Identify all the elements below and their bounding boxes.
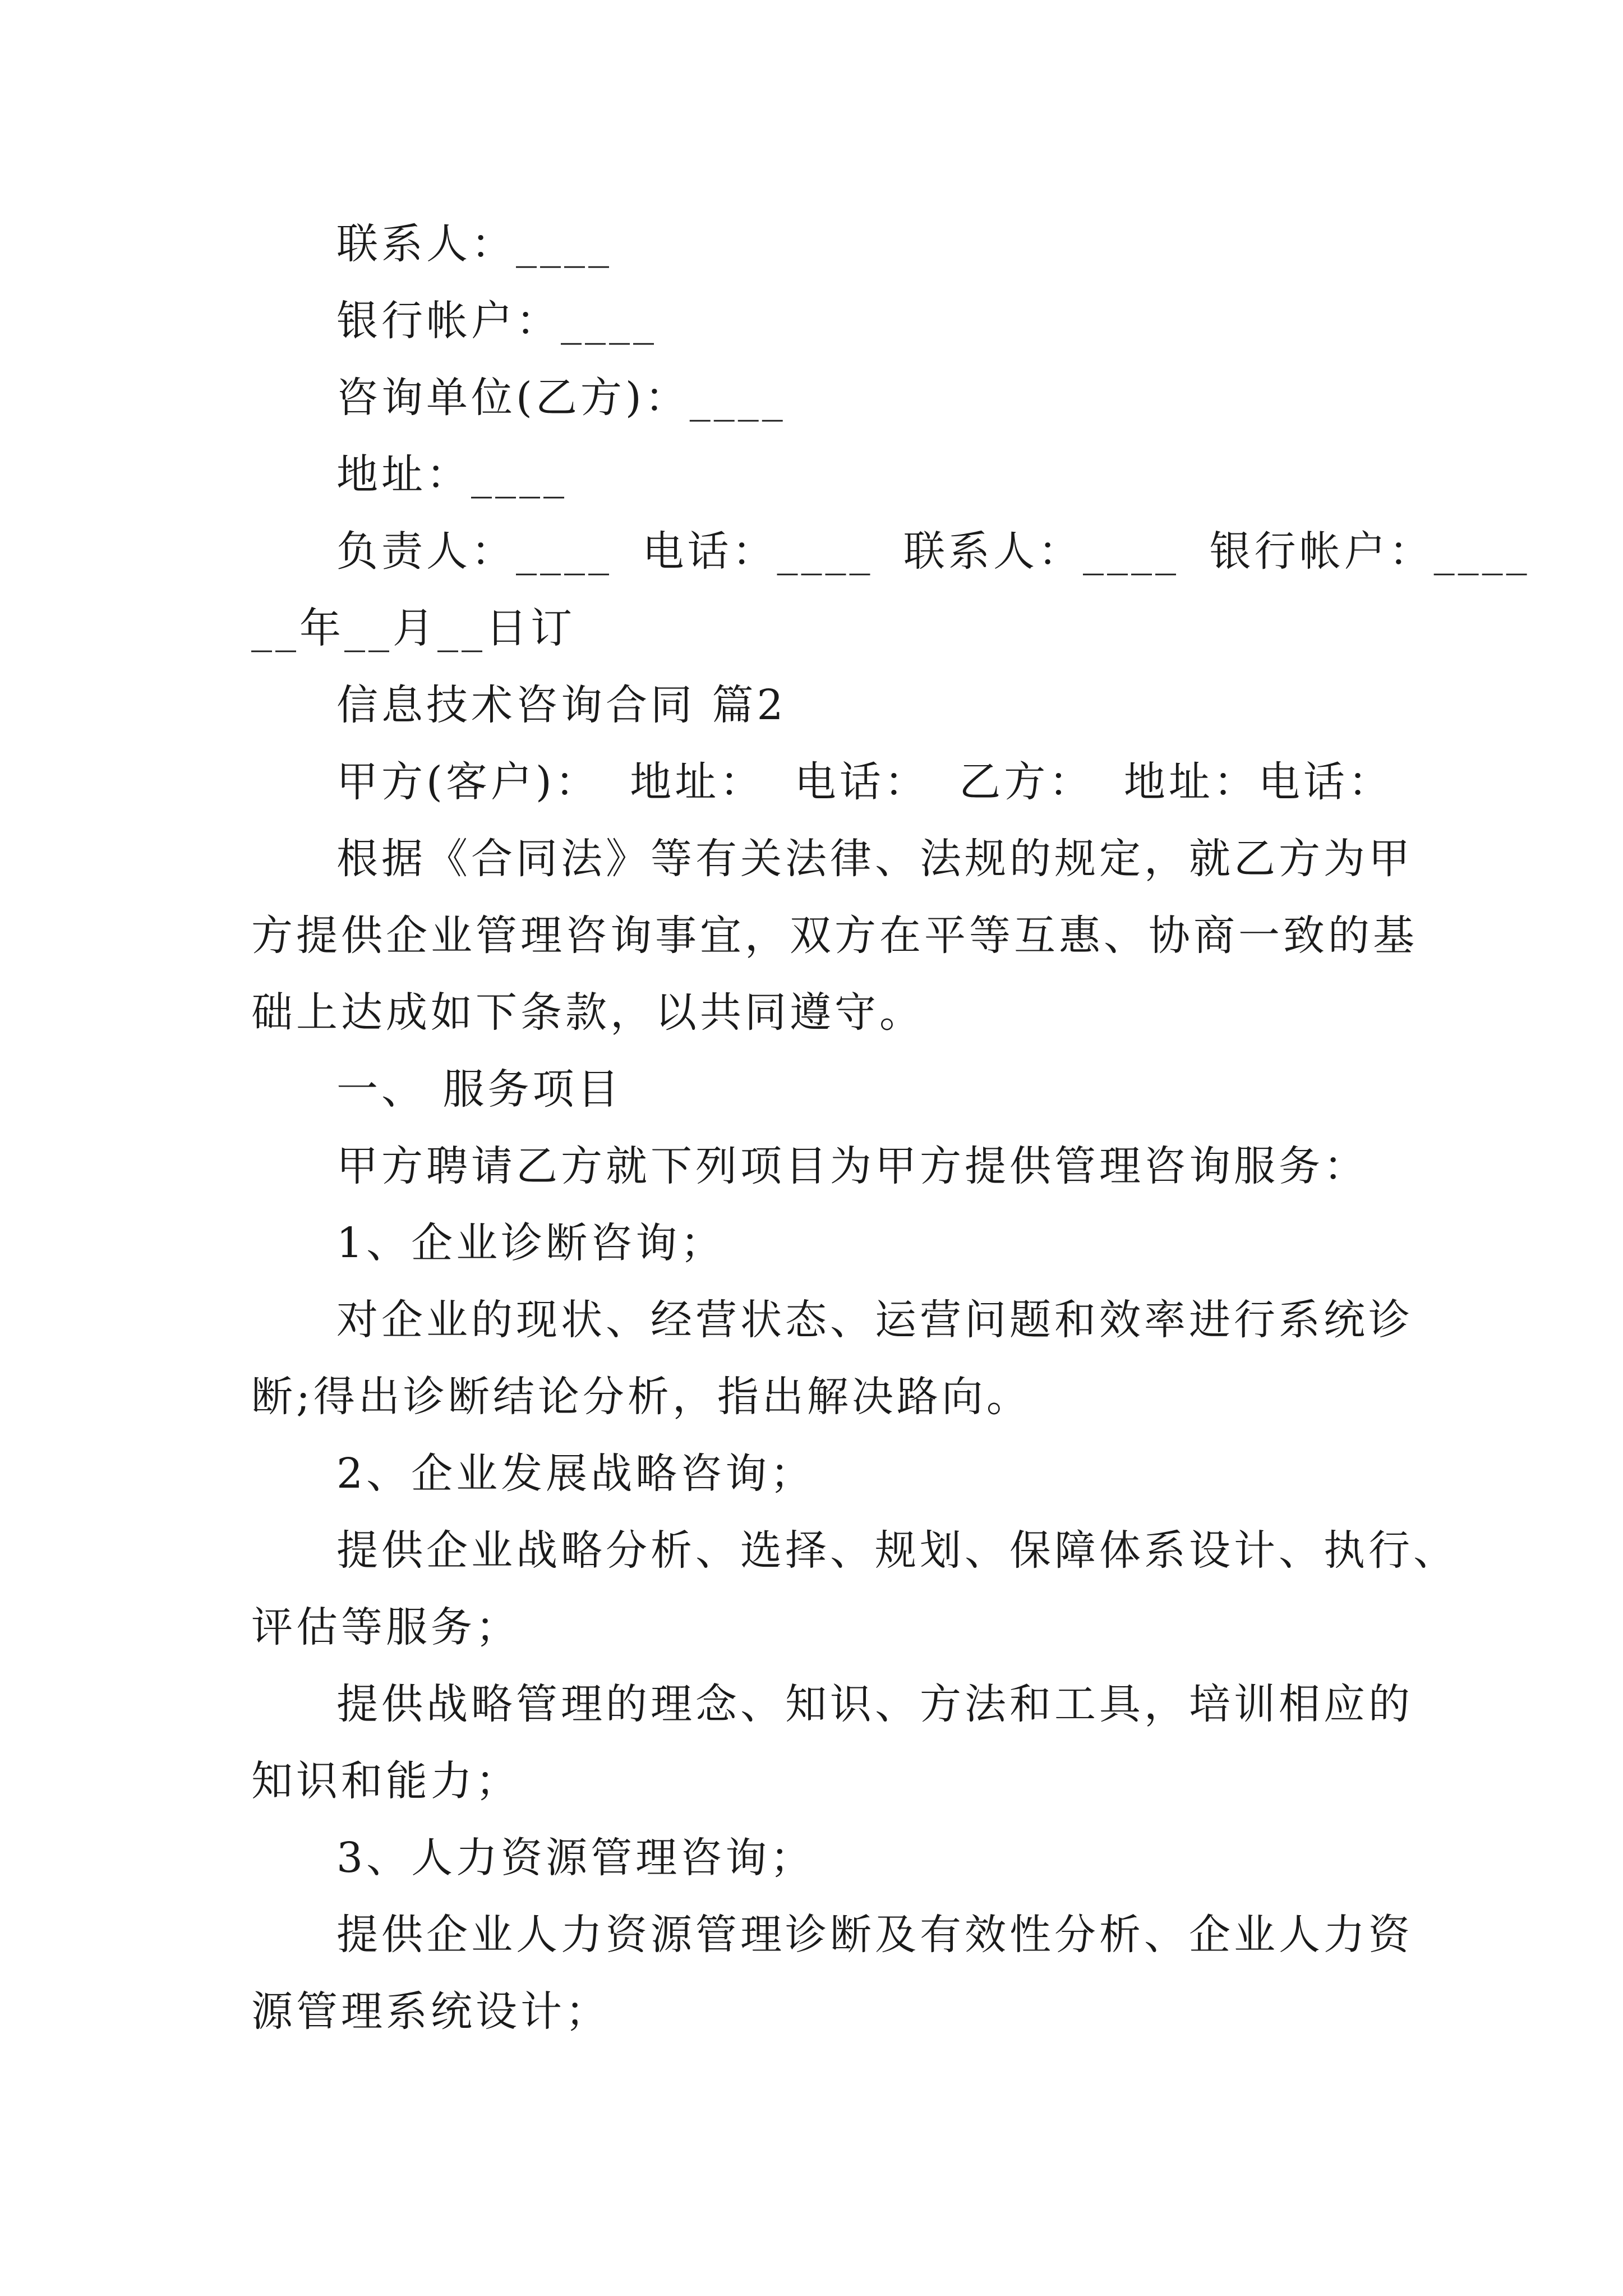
bank-account-line: 银行帐户：____ [336,297,657,345]
list-item-heading: 3、人力资源管理咨询； [336,1834,815,1882]
paragraph-line: 提供企业战略分析、选择、规划、保障体系设计、执行、 [336,1526,1458,1575]
paragraph-line: 础上达成如下条款，以共同遵守。 [251,988,924,1037]
paragraph-line: 提供战略管理的理念、知识、方法和工具，培训相应的 [336,1680,1413,1728]
list-item-heading: 1、企业诊断咨询； [336,1219,726,1267]
list-item-heading: 2、企业发展战略咨询； [336,1450,815,1498]
paragraph-line: 知识和能力； [251,1757,520,1805]
contract-title-heading: 信息技术咨询合同 篇2 [336,681,787,729]
paragraph-line: 根据《合同法》等有关法律、法规的规定，就乙方为甲 [336,835,1413,883]
parties-header-line: 甲方(客户)： 地址： 电话： 乙方： 地址：电话： [336,758,1393,806]
paragraph-line: 源管理系统设计； [251,1987,610,2036]
party-b-contact-info-line: 负责人：____ 电话：____ 联系人：____ 银行帐户：____ [336,527,1530,576]
section-heading: 一、 服务项目 [336,1065,623,1114]
paragraph-line: 方提供企业管理咨询事宜，双方在平等互惠、协商一致的基 [251,912,1418,960]
contact-person-line: 联系人：____ [336,220,612,268]
consulting-unit-line: 咨询单位(乙方)：____ [336,374,786,422]
signing-date-line: __年__月__日订 [251,604,575,652]
paragraph-line: 甲方聘请乙方就下列项目为甲方提供管理咨询服务： [336,1142,1368,1190]
paragraph-line: 评估等服务； [251,1603,520,1651]
paragraph-line: 对企业的现状、经营状态、运营问题和效率进行系统诊 [336,1296,1413,1344]
paragraph-line: 断;得出诊断结论分析，指出解决路向。 [251,1373,1031,1421]
address-line: 地址：____ [336,450,568,499]
paragraph-line: 提供企业人力资源管理诊断及有效性分析、企业人力资 [336,1911,1413,1959]
